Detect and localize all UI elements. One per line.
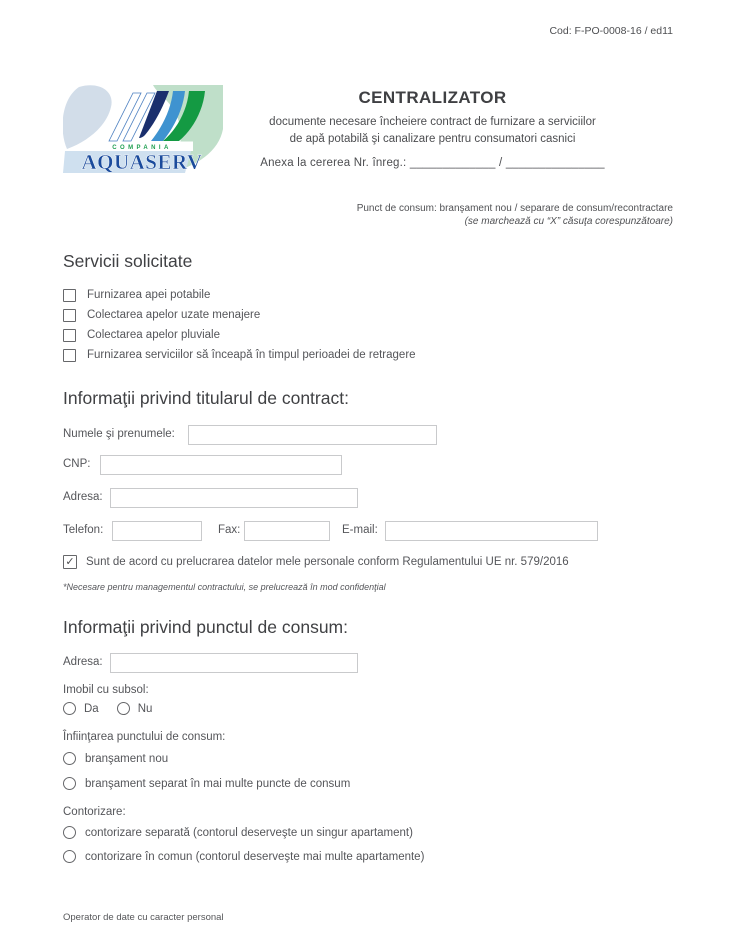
name-label: Numele şi prenumele:	[63, 428, 175, 440]
contract-holder-heading: Informaţii privind titularul de contract:	[63, 388, 349, 408]
form-title: CENTRALIZATOR	[358, 88, 507, 107]
service-row-uzate-menajere	[63, 305, 683, 325]
form-subtitle-line2: de apă potabilă şi canalizare pentru consumatori casnici	[289, 133, 576, 145]
logo-company-text: COMPANIA	[112, 145, 172, 151]
service-label-apa-potabila: Furnizarea apei potabile	[87, 289, 211, 301]
phone-label: Telefon:	[63, 524, 104, 536]
footer-text: Operator de date cu caracter personal	[63, 912, 224, 923]
phone-input[interactable]	[112, 521, 202, 541]
consent-row	[63, 555, 569, 569]
name-input[interactable]	[188, 425, 437, 445]
service-label-uzate-menajere: Colectarea apelor uzate menajere	[87, 309, 261, 321]
basement-radio-da[interactable]	[63, 702, 76, 715]
consumption-point-heading: Informaţii privind punctul de consum:	[63, 617, 348, 637]
services-heading: Servicii solicitate	[63, 251, 193, 271]
holder-address-input[interactable]	[110, 488, 358, 508]
logo-name-text: AQUASERV	[81, 150, 203, 174]
metering-option-row-1	[63, 826, 413, 839]
metering-label-comun: contorizare în comun (contorul deserveşte mai multe apartamente)	[85, 850, 425, 863]
establishment-label-bransament-nou: branşament nou	[85, 752, 169, 765]
metering-label: Contorizare:	[63, 806, 126, 818]
service-label-retragere: Furnizarea serviciilor să înceapă în timpul perioadei de retragere	[87, 349, 416, 361]
point-address-input[interactable]	[110, 653, 358, 673]
header-title-block	[210, 88, 655, 169]
basement-label: Imobil cu subsol:	[63, 684, 149, 696]
service-checkbox-uzate-menajere[interactable]	[63, 309, 76, 322]
form-subtitle-line1: documente necesare încheiere contract de furnizare a serviciilor	[269, 116, 596, 128]
annex-blank-2: _______________	[505, 157, 605, 169]
holder-address-label: Adresa:	[63, 491, 103, 503]
basement-radio-nu[interactable]	[117, 702, 130, 715]
services-list	[63, 285, 683, 365]
establishment-option-row-1	[63, 752, 168, 765]
consent-label: Sunt de acord cu prelucrarea datelor mele personale conform Regulamentului UE nr. 579/2016	[86, 556, 569, 568]
fax-label: Fax:	[218, 524, 241, 536]
annex-label: Anexa la cererea Nr. înreg.:	[260, 157, 407, 169]
service-row-apa-potabila	[63, 285, 683, 305]
metering-radio-comun[interactable]	[63, 850, 76, 863]
service-row-retragere	[63, 345, 683, 365]
service-checkbox-retragere[interactable]	[63, 349, 76, 362]
check-icon: ✓	[65, 555, 75, 568]
establishment-label-bransament-separat: branşament separat în mai multe puncte de consum	[85, 777, 351, 790]
cnp-input[interactable]	[100, 455, 342, 475]
service-row-pluviale	[63, 325, 683, 345]
annex-blank-1: _____________	[409, 157, 496, 169]
basement-options	[63, 702, 152, 715]
service-checkbox-apa-potabila[interactable]	[63, 289, 76, 302]
consent-note: *Necesare pentru managementul contractului, se prelucrează în mod confidenţial	[63, 582, 386, 592]
annex-slash: /	[499, 157, 503, 169]
cnp-label: CNP:	[63, 458, 91, 470]
logo-left-swoosh	[63, 85, 112, 149]
metering-radio-separata[interactable]	[63, 826, 76, 839]
consent-checkbox[interactable]	[63, 555, 77, 569]
annex-line	[210, 157, 655, 169]
aquaserv-logo	[63, 85, 223, 175]
consumption-note-line2: (se marchează cu “X” căsuţa corespunzătoare)	[464, 216, 673, 227]
email-label: E-mail:	[342, 524, 378, 536]
point-address-label: Adresa:	[63, 656, 103, 668]
consumption-note-line1: Punct de consum: branşament nou / separare de consum/recontractare	[356, 203, 673, 214]
service-checkbox-pluviale[interactable]	[63, 329, 76, 342]
establishment-radio-bransament-separat[interactable]	[63, 777, 76, 790]
metering-label-separata: contorizare separată (contorul deserveşte un singur apartament)	[85, 826, 413, 839]
consumption-note	[357, 202, 673, 228]
email-input[interactable]	[385, 521, 598, 541]
fax-input[interactable]	[244, 521, 330, 541]
establishment-option-row-2	[63, 777, 350, 790]
service-label-pluviale: Colectarea apelor pluviale	[87, 329, 220, 341]
establishment-label: Înfiinţarea punctului de consum:	[63, 731, 226, 743]
basement-label-da: Da	[84, 702, 99, 715]
metering-option-row-2	[63, 850, 424, 863]
establishment-radio-bransament-nou[interactable]	[63, 752, 76, 765]
basement-label-nu: Nu	[137, 702, 153, 715]
document-code: Cod: F-PO-0008-16 / ed11	[549, 25, 673, 37]
